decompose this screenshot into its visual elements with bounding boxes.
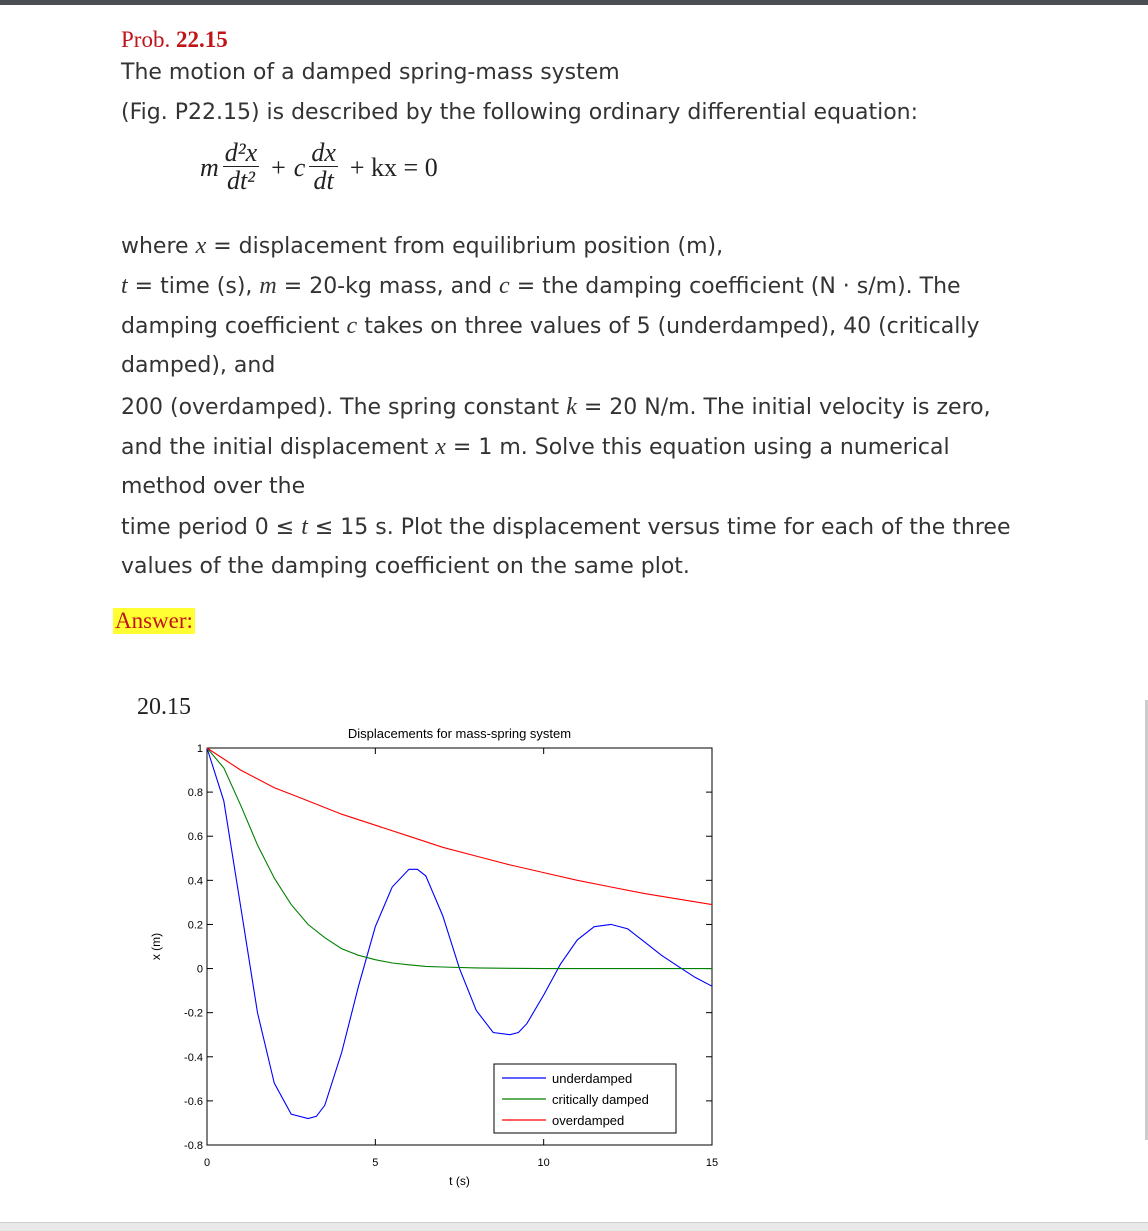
where-text: damping coefficient: [121, 314, 340, 339]
where-text: = 20-kg mass, and: [283, 274, 493, 299]
var-t: t: [301, 514, 308, 540]
y-tick-label: -0.8: [184, 1140, 203, 1152]
where-text: = the damping coefficient (N · s/m). The: [516, 274, 961, 299]
eq-d2x: d²x: [224, 138, 258, 167]
x-tick-label: 0: [203, 1157, 211, 1169]
y-tick-label: 0.2: [187, 919, 203, 932]
y-tick-label: -0.6: [184, 1095, 203, 1108]
where-text: = displacement from equilibrium position (m),: [213, 234, 724, 259]
where-line-4: damped), and: [121, 353, 276, 378]
legend-entry: critically damped: [552, 1092, 649, 1107]
where-text: where: [121, 234, 189, 259]
y-tick-label: 1: [196, 743, 203, 755]
eq-damping-symbol: c: [293, 152, 306, 182]
where-line-9: values of the damping coefficient on the same plot.: [121, 554, 690, 579]
eq-dx: dx: [311, 138, 336, 167]
var-m: m: [259, 273, 277, 299]
eq-dt: dt: [313, 166, 334, 195]
var-x: x: [195, 233, 207, 259]
problem-prefix: Prob.: [121, 27, 171, 52]
eq-mass-symbol: m: [200, 152, 219, 182]
y-tick-label: 0.8: [187, 787, 203, 800]
series-line-underdamped: [207, 748, 712, 1119]
y-tick-label: 0: [196, 963, 203, 976]
problem-number: 22.15: [175, 27, 228, 52]
where-text: = time (s),: [134, 274, 253, 299]
x-tick-label: 15: [705, 1157, 719, 1169]
var-c: c: [346, 313, 358, 339]
x-axis-label: t (s): [449, 1174, 470, 1188]
where-text: = 1 m. Solve this equation using a numerical: [452, 435, 950, 460]
y-tick-label: 0.4: [187, 875, 203, 888]
y-tick-label: -0.2: [184, 1007, 203, 1020]
eq-dt2: dt²: [226, 166, 255, 195]
where-text: = 20 N/m. The initial velocity is zero,: [583, 395, 991, 420]
eq-rest: + kx = 0: [349, 152, 438, 182]
where-text: ≤ 15 s. Plot the displacement versus time for each of the three: [314, 515, 1011, 540]
answer-label: Answer:: [115, 608, 193, 633]
series-line-overdamped: [207, 748, 712, 905]
y-tick-label: -0.4: [184, 1051, 203, 1064]
var-k: k: [566, 394, 577, 420]
where-text: 200 (overdamped). The spring constant: [121, 395, 560, 420]
y-tick-label: 0.6: [187, 831, 203, 844]
y-axis-label: x (m): [149, 932, 163, 961]
legend: [494, 1064, 676, 1133]
legend-entry: overdamped: [552, 1113, 625, 1128]
var-x: x: [435, 434, 446, 460]
x-tick-label: 5: [372, 1157, 379, 1169]
eq-plus: +: [271, 152, 286, 182]
where-text: time period 0 ≤: [121, 515, 295, 540]
problem-line-1: The motion of a damped spring-mass system: [121, 60, 620, 85]
var-c: c: [499, 273, 510, 299]
x-tick-label: 10: [537, 1157, 550, 1169]
where-text: and the initial displacement: [121, 435, 429, 460]
series-lines: [207, 748, 712, 1119]
var-t: t: [121, 273, 128, 299]
chart-title: Displacements for mass-spring system: [347, 726, 572, 741]
where-line-7: method over the: [121, 474, 306, 499]
legend-entry: underdamped: [552, 1071, 633, 1086]
problem-line-2: (Fig. P22.15) is described by the following ordinary differential equation:: [121, 100, 919, 125]
figure-number: 20.15: [137, 694, 191, 720]
where-text: takes on three values of 5 (underdamped), 40 (critically: [364, 314, 980, 339]
